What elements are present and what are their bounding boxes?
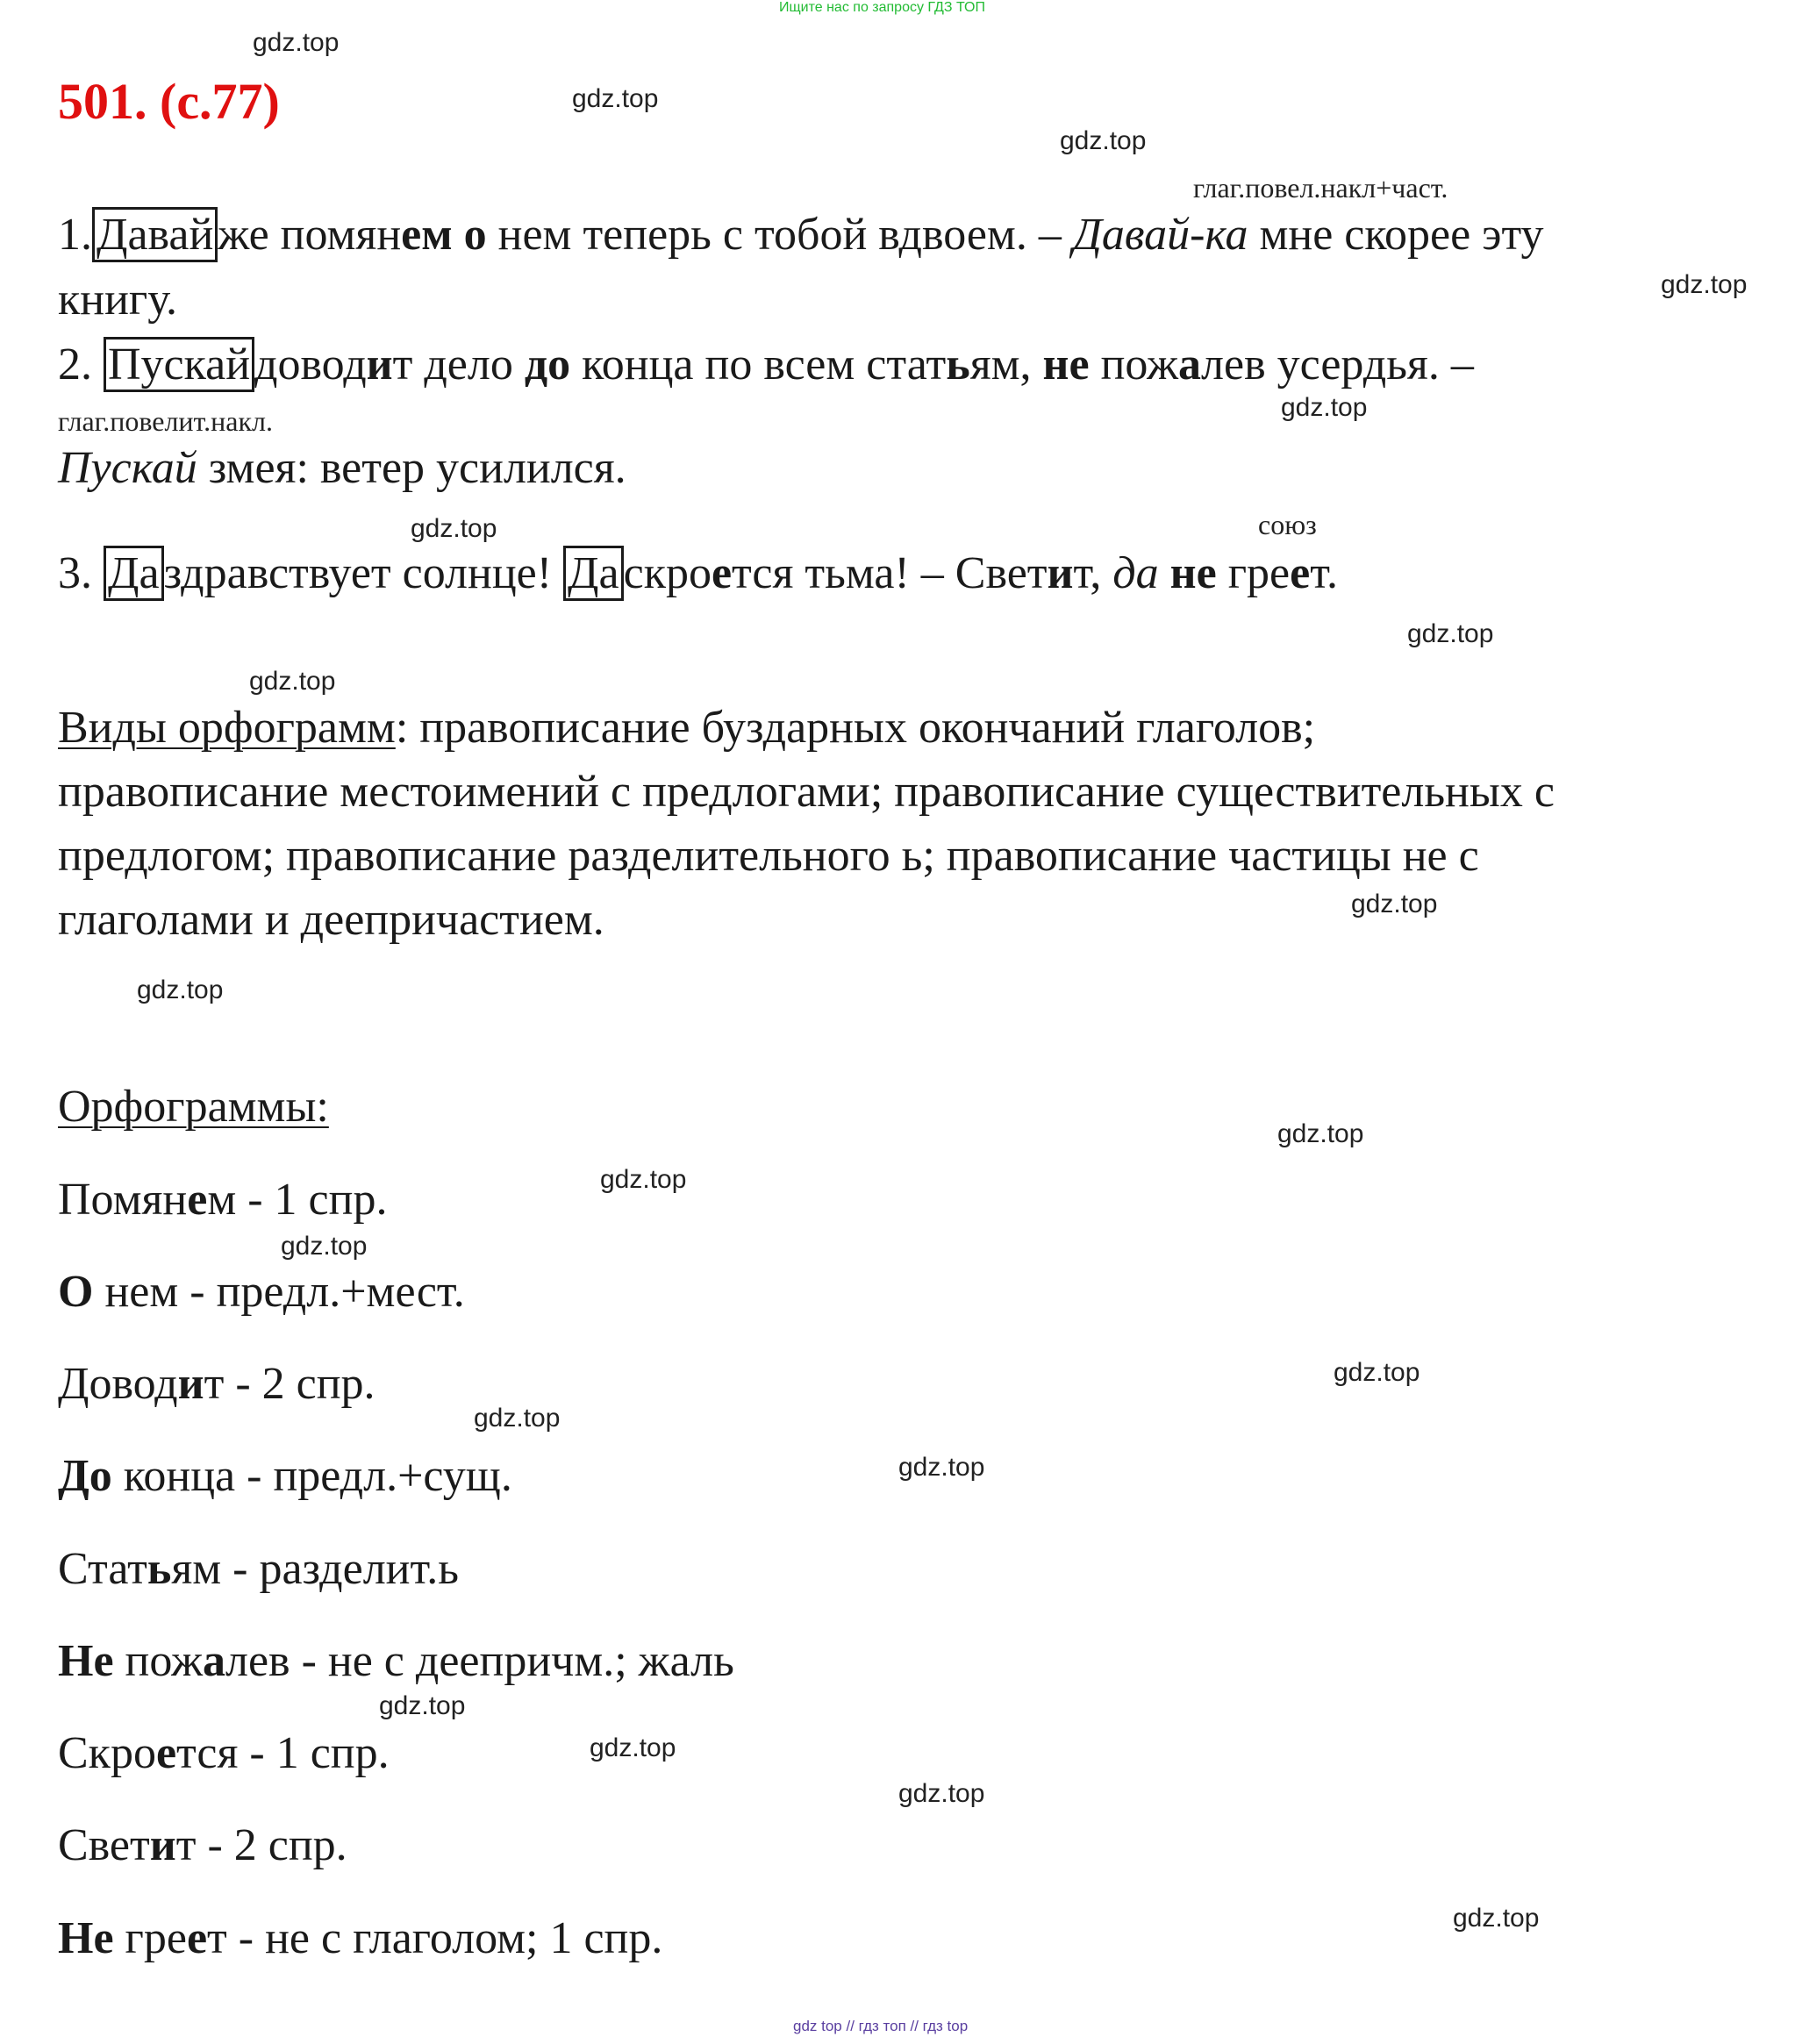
list-item: Доводит - 2 спр. (58, 1359, 375, 1409)
list-item: До конца - предл.+сущ. (58, 1451, 512, 1501)
boxed-word: Да (104, 546, 164, 601)
watermark: gdz.top (600, 1165, 687, 1194)
exercise-title: 501. (с.77) (58, 73, 280, 130)
list-item: Светит - 2 спр. (58, 1820, 347, 1870)
boxed-word: Пускай (104, 337, 254, 392)
sentence-1: 1.Давайже помянем о нем теперь с тобой вдвоем. – Давай-ка мне скорее эту (58, 209, 1544, 261)
list-item: Статьям - разделит.ь (58, 1544, 459, 1594)
orthogram-kinds-line-3: предлогом; правописание разделительного ь; правописание частицы не с (58, 831, 1479, 881)
watermark: gdz.top (474, 1404, 561, 1433)
annotation-note: глаг.повел.накл+част. (1193, 172, 1448, 204)
orthogram-kinds-line-4: глаголами и деепричастием. (58, 895, 604, 945)
orthogram-kinds-line-2: правописание местоимений с предлогами; правописание существительных с (58, 767, 1555, 817)
sentence-3: 3. Даздравствует солнце! Даскроется тьма! – Светит, да не греет. (58, 547, 1338, 599)
sentence-2: 2. Пускайдоводит дело до конца по всем статьям, не пожалев усердья. – (58, 339, 1474, 390)
list-item: Скроется - 1 спр. (58, 1728, 390, 1778)
watermark: gdz.top (281, 1232, 368, 1261)
watermark: gdz.top (572, 84, 659, 113)
watermark: gdz.top (379, 1691, 466, 1720)
orthograms-heading: Орфограммы: (58, 1082, 329, 1132)
watermark: gdz.top (1277, 1119, 1364, 1148)
watermark: gdz.top (590, 1733, 676, 1762)
boxed-word: Да (563, 546, 624, 601)
boxed-word: Давай (92, 207, 218, 262)
watermark: gdz.top (898, 1453, 985, 1482)
watermark: gdz.top (898, 1779, 985, 1808)
watermark: gdz.top (249, 667, 336, 696)
list-item: Помянем - 1 спр. (58, 1175, 388, 1225)
watermark: gdz.top (1407, 619, 1494, 648)
watermark: gdz.top (1661, 270, 1748, 299)
watermark: gdz.top (1453, 1904, 1540, 1933)
watermark: gdz.top (253, 28, 340, 57)
footer-watermark: gdz top // гдз топ // гдз top (793, 2018, 969, 2034)
watermark: gdz.top (1281, 393, 1368, 422)
list-item: Не пожалев - не с деепричм.; жаль (58, 1636, 734, 1686)
annotation-note: союз (1258, 509, 1317, 540)
sentence-2-line-2: Пускай змея: ветер усилился. (58, 443, 626, 493)
watermark: gdz.top (411, 514, 497, 543)
top-banner: Ищите нас по запросу ГДЗ ТОП (779, 0, 985, 15)
list-item: О нем - предл.+мест. (58, 1267, 465, 1317)
orthogram-kinds-line-1: Виды орфограмм: правописание буздарных окончаний глаголов; (58, 703, 1316, 753)
watermark: gdz.top (1334, 1358, 1420, 1387)
watermark: gdz.top (137, 976, 224, 1004)
annotation-note: глаг.повелит.накл. (58, 405, 273, 437)
watermark: gdz.top (1351, 890, 1438, 918)
watermark: gdz.top (1060, 126, 1147, 155)
sentence-1-line-2: книгу. (58, 275, 178, 325)
list-item: Не греет - не с глаголом; 1 спр. (58, 1913, 663, 1963)
